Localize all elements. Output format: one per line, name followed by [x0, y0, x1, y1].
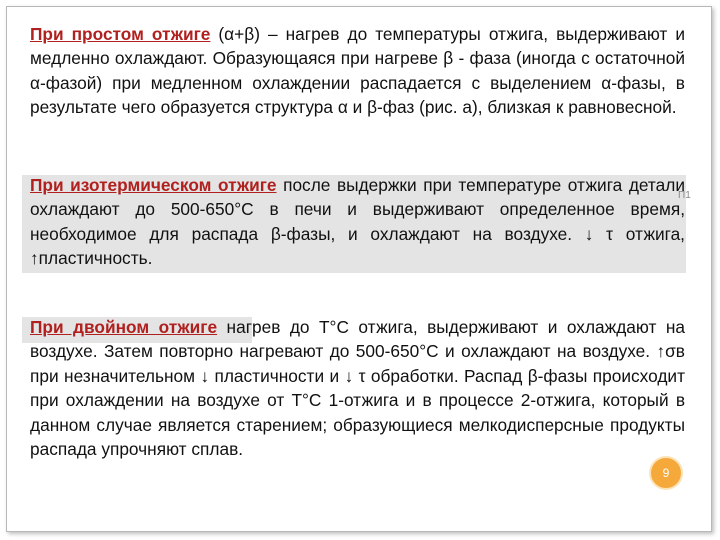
heading-simple-annealing: При простом отжиге [30, 24, 211, 44]
paragraph-simple-annealing [30, 22, 685, 120]
paragraph-isothermal-annealing [30, 173, 685, 271]
text-isothermal-annealing: после выдержки при температуре отжига детали охлаждают до 500-650°С в печи и выдерживают определенное время, необходимое для распада β-фазы, и охлаждают на воздухе. ↓ τ отжига, ↑пластичность. [30, 175, 686, 269]
side-mark: П1 [678, 190, 691, 201]
heading-double-annealing: При двойном отжиге [30, 317, 218, 337]
text-double-annealing: нагрев до Т°С отжига, выдерживают и охлаждают на воздухе. Затем повторно нагревают до 500-650°С и охлаждают на воздухе. ↑σв при незначительном ↓ пластичности и ↓ τ обработки. Распад β-фазы происходит при охлаждении на воздухе от Т°С 1-отжига и в процессе 2-отжига, который в данном случае является старением; образующиеся мелкодисперсные продукты распада упрочняют сплав. [30, 317, 685, 460]
text-simple-annealing: (α+β) – нагрев до температуры отжига, выдерживают и медленно охлаждают. Образующаяся при нагреве β - фаза (иногда с остаточной α-фазой) при медленном охлаждении распадается с выделением α-фазы, в результате чего образуется структура α и β-фаз (рис. а), близкая к равновесной. [30, 24, 685, 118]
heading-isothermal-annealing: При изотермическом отжиге [30, 175, 277, 195]
page-number-badge: 9 [649, 456, 683, 490]
paragraph-double-annealing [30, 315, 685, 461]
